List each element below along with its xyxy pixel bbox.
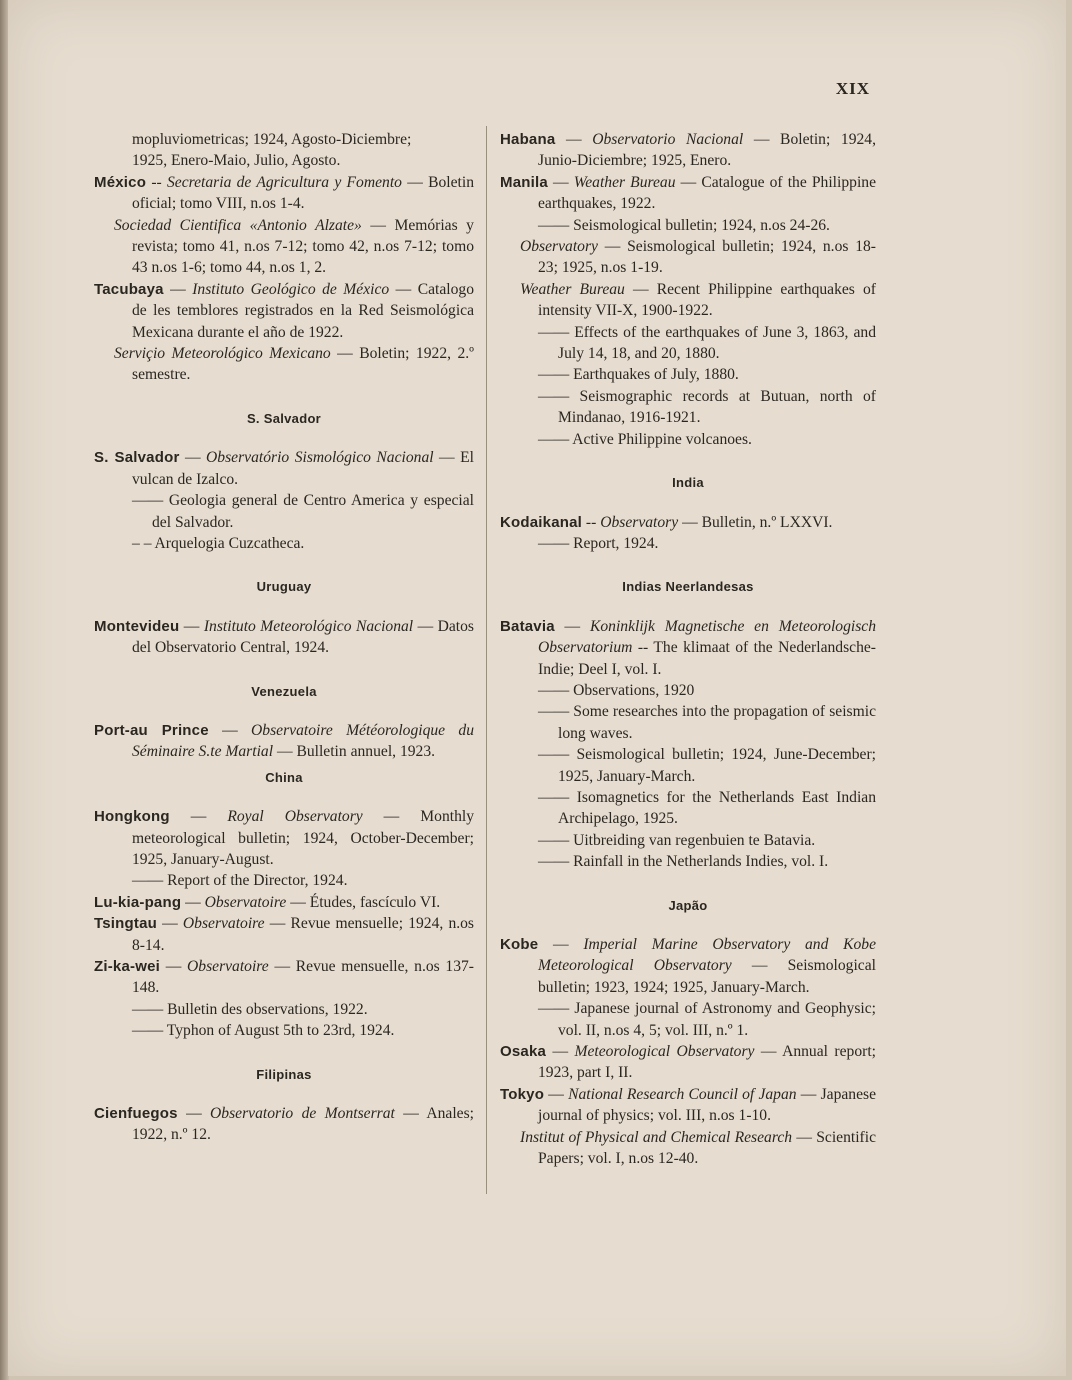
- entry-institution: Secretaria de Agricultura y Fomento: [166, 173, 402, 191]
- entry-details: — El vulcan de Izalco.: [132, 449, 474, 488]
- entry-place: Cienfuegos: [94, 1105, 178, 1123]
- right-column: [500, 129, 876, 1169]
- entry-place: Port-au Prince: [94, 721, 209, 739]
- column-divider: [486, 126, 487, 1194]
- entry-details: — Anales; 1922, n.º 12.: [132, 1105, 474, 1144]
- subentry-observatory: [500, 236, 876, 279]
- entry-dash: —: [179, 617, 204, 635]
- subentry: —— Typhon of August 5th to 23rd, 1924.: [132, 1022, 395, 1040]
- section-heading-china: China: [265, 769, 303, 785]
- subentry: – – Arquelogia Cuzcatheca.: [132, 534, 305, 552]
- subentry: —— Report, 1924.: [538, 534, 659, 552]
- entry-details: — Seismological bulletin; 1923, 1924; 1925, January-March.: [538, 957, 876, 996]
- entry-place: Tacubaya: [94, 280, 164, 298]
- entry-institution: Observatoire: [182, 915, 265, 933]
- entry-dash: —: [177, 1105, 211, 1123]
- entry-montevideu: [94, 616, 474, 659]
- entry-details: — Boletin; 1922, 2.º semestre.: [132, 345, 474, 384]
- entry-dash: —: [181, 893, 205, 911]
- section-heading-venezuela: Venezuela: [251, 683, 317, 699]
- entry-details: — Annual report; 1923, part I, II.: [538, 1043, 876, 1082]
- entry-details: — Datos del Observatorio Central, 1924.: [132, 617, 474, 657]
- entry-institution: Institut of Physical and Chemical Research: [520, 1128, 793, 1146]
- entry-manila: [500, 172, 876, 215]
- entry-institution: Instituto Meteorológico Nacional: [203, 617, 414, 635]
- entry-institution: National Research Council of Japan: [568, 1085, 797, 1103]
- entry-mexico: [94, 172, 474, 215]
- entry-dash: --: [582, 513, 601, 531]
- continued-line: 1925, Enero-Maio, Julio, Agosto.: [132, 152, 341, 170]
- entry-place: Osaka: [500, 1043, 547, 1061]
- subentry-institut: [500, 1127, 876, 1170]
- entry-dash: —: [179, 449, 207, 467]
- entry-institution: Observatoire: [187, 958, 269, 975]
- entry-place: Tsingtau: [94, 915, 157, 933]
- subentry: —— Effects of the earthquakes of June 3, 1863, and July 14, 18, and 20, 1880.: [538, 323, 876, 363]
- continued-line: mopluviometricas; 1924, Agosto-Diciembre;: [132, 131, 412, 148]
- entry-dash: —: [546, 1043, 575, 1061]
- entry-place: México: [94, 173, 147, 191]
- entry-details: — Revue mensuelle, n.os 137-148.: [132, 958, 475, 997]
- subentry-mexico: [94, 215, 474, 279]
- subentry: —— Earthquakes of July, 1880.: [538, 366, 739, 384]
- entry-place: Habana: [500, 131, 556, 148]
- entry-institution: Serviçio Meteorológico Mexicano: [114, 345, 331, 363]
- entry-institution: Instituto Geológico de México: [192, 280, 390, 298]
- entry-institution: Weather Bureau: [573, 173, 676, 191]
- entry-dash: --: [146, 173, 167, 191]
- section-heading-japao: Japão: [668, 897, 708, 913]
- entry-details: — Boletin oficial; tomo VIII, n.os 1-4.: [132, 173, 474, 213]
- entry-institution: Observatorio Nacional: [592, 131, 744, 148]
- entry-dash: —: [538, 936, 584, 953]
- entry-place: S. Salvador: [94, 449, 180, 467]
- entry-port-au-prince: [94, 720, 474, 763]
- entry-dash: —: [156, 915, 183, 933]
- entry-details: — Catalogo de les temblores registrados en la Red Seismológica Mexicana durante el año de 1922.: [132, 280, 474, 341]
- subentry: —— Seismographic records at Butuan, north of Mindanao, 1916-1921.: [538, 387, 876, 427]
- entry-details: — Bulletin, n.º LXXVI.: [678, 513, 833, 531]
- subentry: —— Observations, 1920: [538, 681, 695, 699]
- subentry: —— Geologia general de Centro America y especial del Salvador.: [132, 492, 474, 531]
- entry-institution: Koninklijk Magnetische en Meteorologisch Observatorium: [538, 617, 876, 657]
- entry-cienfuegos: [94, 1103, 474, 1146]
- section-heading-filipinas: Filipinas: [256, 1066, 312, 1082]
- entry-institution: Sociedad Cientifica «Antonio Alzate»: [114, 216, 362, 234]
- entry-details: — Catalogue of the Philippine earthquakes, 1922.: [538, 173, 876, 213]
- entry-details: — Études, fascículo VI.: [286, 893, 441, 911]
- entry-place: Zi-ka-wei: [94, 958, 160, 975]
- entry-institution: Royal Observatory: [227, 808, 363, 826]
- entry-kodaikanal: [500, 512, 876, 533]
- entry-tacubaya: [94, 279, 474, 343]
- subentry: —— Active Philippine volcanoes.: [538, 430, 752, 448]
- entry-details: — Boletin; 1924, Junio-Diciembre; 1925, Enero.: [538, 131, 876, 170]
- entry-place: Batavia: [500, 617, 555, 635]
- entry-kobe: [500, 934, 876, 998]
- subentry-tacubaya: [94, 343, 474, 386]
- subentry: —— Rainfall in the Netherlands Indies, vol. I.: [538, 853, 829, 871]
- entry-osaka: [500, 1041, 876, 1084]
- subentry-weather-bureau: [500, 279, 876, 322]
- entry-place: Montevideu: [94, 617, 180, 635]
- entry-dash: —: [544, 1085, 569, 1103]
- entry-lu-kia-pang: [94, 892, 474, 913]
- entry-institution: Observatory: [600, 513, 679, 531]
- entry-institution: Observatório Sismológico Nacional: [206, 449, 434, 467]
- entry-place: Hongkong: [94, 808, 170, 826]
- entry-institution: Observatoire Météorologique du Séminaire S.te Martial: [132, 721, 475, 761]
- entry-dash: —: [163, 280, 193, 298]
- entry-details: — Bulletin annuel, 1923.: [273, 743, 436, 761]
- subentry: —— Seismological bulletin; 1924, n.os 24-26.: [538, 216, 830, 234]
- entry-institution: Meteorological Observatory: [574, 1043, 755, 1061]
- entry-place: Lu-kia-pang: [94, 893, 182, 911]
- entry-place: Tokyo: [500, 1085, 545, 1103]
- section-heading-salvador: S. Salvador: [246, 410, 322, 426]
- subentry: —— Some researches into the propagation of seismic long waves.: [538, 703, 876, 742]
- entry-tsingtau: [94, 913, 474, 956]
- entry-place: Kobe: [500, 936, 539, 953]
- entry-details: — Monthly meteorological bulletin; 1924, October-December; 1925, January-August.: [132, 808, 474, 868]
- entry-dash: —: [547, 173, 574, 191]
- entry-tokyo: [500, 1084, 876, 1127]
- subentry: —— Japanese journal of Astronomy and Geophysic; vol. II, n.os 4, 5; vol. III, n.º 1.: [538, 1000, 876, 1039]
- entry-details: — Japanese journal of physics; vol. III, n.os 1-10.: [538, 1085, 876, 1125]
- entry-details: -- The klimaat of the Nederlandsche-Indie; Deel I, vol. I.: [538, 639, 876, 678]
- entry-institution: Observatoire: [204, 893, 287, 911]
- entry-dash: —: [555, 131, 593, 148]
- entry-details: — Seismological bulletin; 1924, n.os 18-23; 1925, n.os 1-19.: [538, 238, 876, 277]
- entry-details: — Memórias y revista; tomo 41, n.os 7-12; tomo 42, n.os 7-12; tomo 43 n.os 1-6; tomo 44, n.os 1, 2.: [132, 216, 474, 277]
- entry-institution: Observatory: [520, 238, 598, 256]
- entry-institution: Observatorio de Montserrat: [210, 1105, 395, 1123]
- entry-place: Manila: [500, 173, 548, 191]
- subentry: —— Isomagnetics for the Netherlands East Indian Archipelago, 1925.: [538, 788, 876, 828]
- entry-dash: —: [169, 808, 228, 826]
- subentry: —— Bulletin des observations, 1922.: [132, 1000, 368, 1018]
- subentry: —— Uitbreiding van regenbuien te Batavia.: [538, 831, 816, 849]
- entry-salvador: [94, 447, 474, 490]
- entry-dash: —: [159, 958, 188, 975]
- subentry: —— Report of the Director, 1924.: [132, 872, 348, 890]
- entry-place: Kodaikanal: [500, 513, 583, 531]
- entry-dash: —: [208, 721, 252, 739]
- entry-hongkong: [94, 806, 474, 870]
- entry-details: — Revue mensuelle; 1924, n.os 8-14.: [132, 915, 475, 954]
- entry-details: — Scientific Papers; vol. I, n.os 12-40.: [538, 1128, 876, 1168]
- entry-dash: —: [554, 617, 590, 635]
- left-column: [94, 129, 474, 1146]
- entry-habana: [500, 129, 876, 172]
- subentry: —— Seismological bulletin; 1924, June-December; 1925, January-March.: [538, 746, 876, 785]
- page-number: XIX: [835, 79, 870, 98]
- entry-batavia: [500, 616, 876, 680]
- entry-details: — Recent Philippine earthquakes of intensity VII-X, 1900-1922.: [538, 280, 876, 320]
- entry-institution: Weather Bureau: [520, 280, 625, 298]
- section-heading-india: India: [672, 475, 704, 491]
- entry-institution: Imperial Marine Observatory and Kobe Meteorological Observatory: [538, 936, 876, 975]
- section-heading-indias-neerlandesas: Indias Neerlandesas: [622, 579, 754, 595]
- entry-zi-ka-wei: [94, 956, 474, 999]
- section-heading-uruguay: Uruguay: [256, 579, 312, 595]
